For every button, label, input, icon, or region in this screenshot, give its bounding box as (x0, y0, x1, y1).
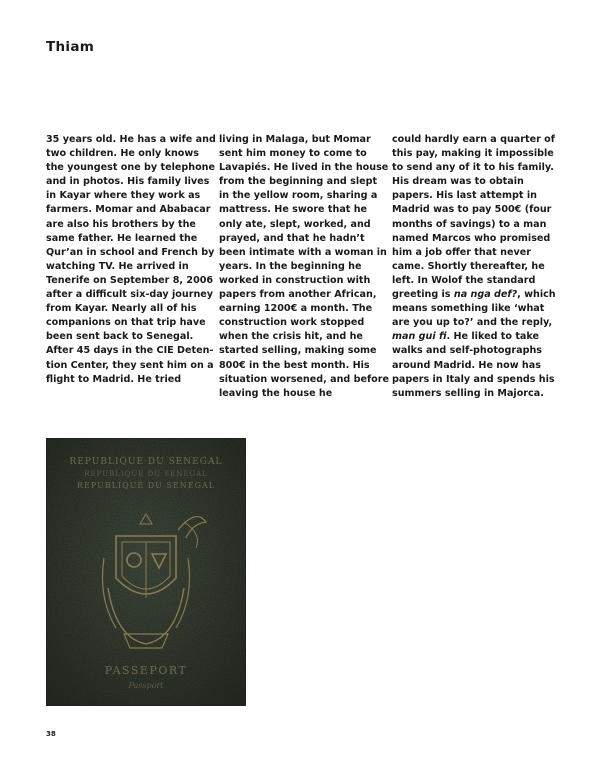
passport-country-text: REPUBLIQUE DU SENEGAL (69, 457, 223, 467)
wolof-reply: man gui fi (392, 331, 447, 343)
text-column-2 (219, 133, 389, 401)
column-2-text: living in Malaga, but Momar sent him money to come to Lavapiés. He lived in the house from the beginning and slept in the yellow room, sharing a mattress. He swore that he only ate, slept, worked, and prayed, and that he hadn’t been intimate with a woman in years. In the beginning he worked in construction with papers from another African, earning 1200€ a month. The construction work stopped when the crisis hit, and he started selling, making some 800€ in the best month. His situation worsened, and before leaving the house he (219, 134, 390, 399)
passport-title: PASSEPORT (104, 664, 188, 677)
passport-photo (46, 438, 246, 706)
column-3-part2: , which means something like ‘what are you up to?’ and the reply, (392, 289, 556, 329)
text-column-3 (392, 133, 562, 401)
page-title: Thiam (46, 39, 95, 55)
column-1-text: 35 years old. He has a wife and two children. He only knows the youngest one by telephone and in photos. His family lives in Kayar where they work as farmers. Momar and Ababacar are also his brothers by the same father. He learned the Qur’an in school and French by watching TV. He arrived in Tenerife on September 8, 2006 after a difficult six-day journey from Kayar. Nearly all of his companions on that trip have been sent back to Senegal. After 45 days in the CIE Detention Center, they sent him on a flight to Madrid. He tried (46, 134, 216, 385)
wolof-greeting: na nga def? (453, 289, 518, 301)
column-3-part3: . He liked to take walks and self-photographs around Madrid. He now has papers in Italy and spends his summers selling in Majorca. (392, 331, 555, 399)
passport-cover (46, 438, 246, 706)
passport-country-text-3: REPUBLIQUE DU SENEGAL (76, 481, 216, 490)
text-column-1 (46, 133, 216, 387)
column-3-part1: could hardly earn a quarter of this pay, making it impossible to send any of it to his family. His dream was to obtain papers. His last attempt in Madrid was to pay 500€ (four months of savings) to a man named Marcos who promised him a job offer that never came. Shortly thereafter, he left. In Wolof the standard greeting is (392, 134, 555, 301)
passport-subtitle: Passport (128, 681, 164, 690)
page-number: 38 (46, 730, 56, 738)
column-3-text (392, 133, 562, 401)
passport-country-text-2: REPUBLIQUE DU SENEGAL (84, 470, 208, 478)
